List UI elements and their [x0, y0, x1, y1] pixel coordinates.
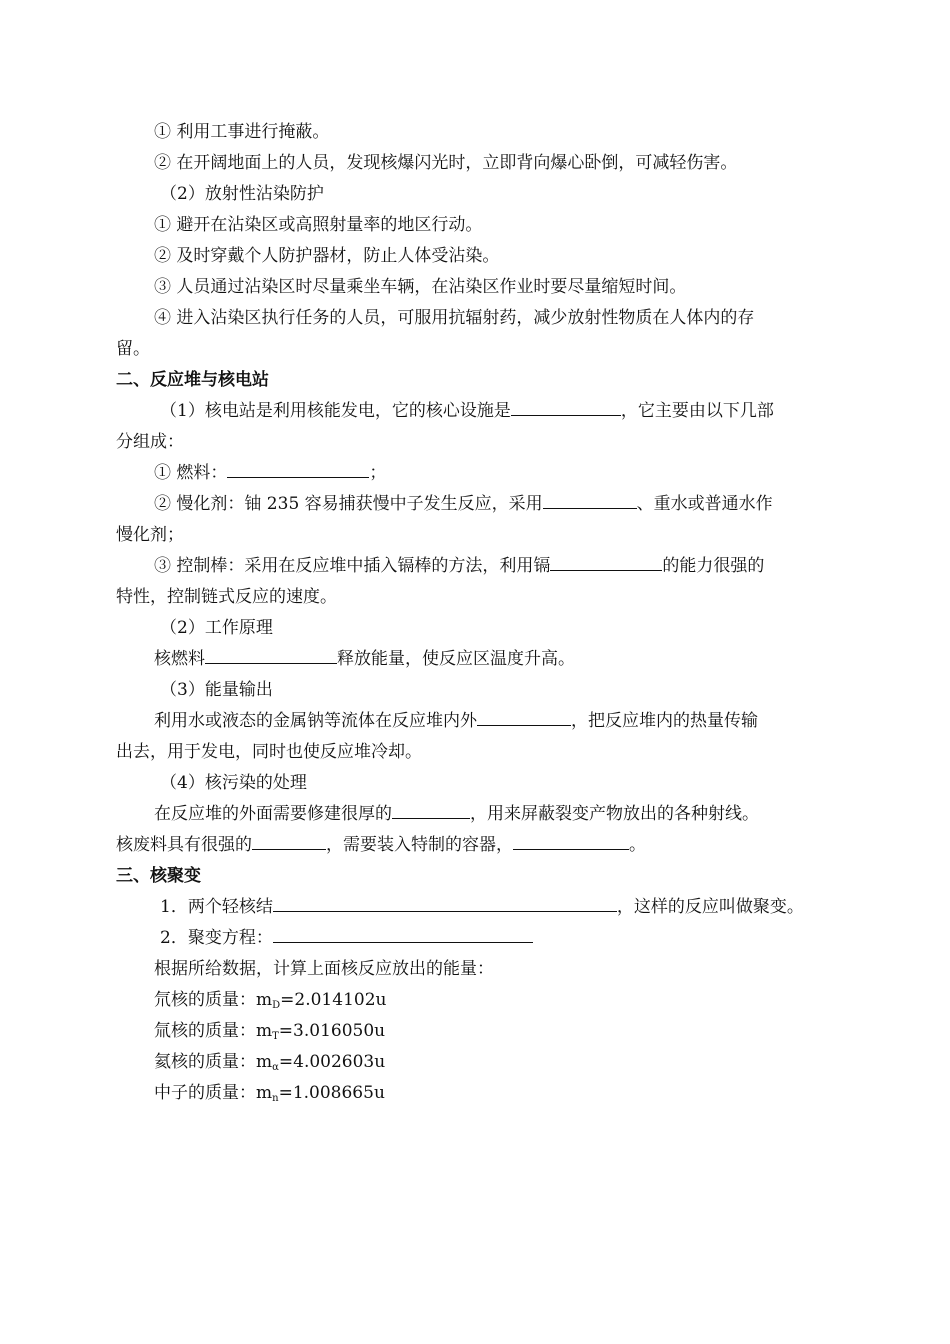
line-text: ，这样的反应叫做聚变。 — [616, 897, 804, 917]
text-line — [154, 803, 759, 825]
answer-blank[interactable] — [513, 834, 629, 850]
line-text: ② 在开阔地面上的人员，发现核爆闪光时，立即背向爆心卧倒，可减轻伤害。 — [154, 153, 738, 173]
text-line — [116, 586, 337, 608]
text-line — [160, 896, 804, 918]
line-text: （3）能量输出 — [160, 680, 273, 700]
line-text: ； — [369, 463, 387, 483]
text-line — [116, 741, 422, 763]
line-text: 氚核的质量：m — [154, 1021, 273, 1041]
line-text: 在反应堆的外面需要修建很厚的 — [154, 804, 392, 824]
subscript: n — [272, 1093, 279, 1104]
subscript: T — [272, 1031, 279, 1042]
text-line — [116, 338, 150, 360]
subsection-heading — [160, 617, 273, 639]
line-text: （4）核污染的处理 — [160, 773, 307, 793]
line-text: ，用来屏蔽裂变产物放出的各种射线。 — [470, 804, 759, 824]
line-text: 慢化剂； — [116, 525, 184, 545]
line-text: ② 及时穿戴个人防护器材，防止人体受沾染。 — [154, 246, 500, 266]
text-line — [154, 462, 386, 484]
mass-line — [154, 1020, 385, 1048]
answer-blank[interactable] — [205, 648, 337, 664]
subsection-heading — [160, 772, 307, 794]
mass-line — [154, 1051, 385, 1079]
line-text: ① 避开在沾染区或高照射量率的地区行动。 — [154, 215, 483, 235]
line-text: 2．聚变方程： — [160, 928, 273, 948]
line-text: 留。 — [116, 339, 150, 359]
answer-blank[interactable] — [543, 493, 637, 509]
text-line — [154, 958, 494, 980]
text-line — [160, 927, 533, 949]
line-text: =2.014102u — [280, 990, 387, 1010]
answer-blank[interactable] — [511, 400, 621, 416]
answer-blank[interactable] — [273, 896, 617, 912]
text-line — [154, 307, 754, 329]
text-line — [154, 555, 764, 577]
line-text: 根据所给数据，计算上面核反应放出的能量： — [154, 959, 494, 979]
text-line — [154, 152, 737, 174]
line-text: 的能力很强的 — [662, 556, 765, 576]
line-text: ④ 进入沾染区执行任务的人员，可服用抗辐射药，减少放射性物质在人体内的存 — [154, 308, 755, 328]
line-text: 分组成： — [116, 432, 184, 452]
text-line — [154, 648, 575, 670]
text-line — [154, 493, 773, 515]
line-text: 三、核聚变 — [116, 866, 201, 886]
line-text: ③ 控制棒：采用在反应堆中插入镉棒的方法，利用镉 — [154, 556, 551, 576]
text-line — [116, 834, 646, 856]
section-heading-2 — [116, 369, 269, 391]
answer-blank[interactable] — [550, 555, 662, 571]
subsection-heading — [160, 679, 273, 701]
line-text: ① 利用工事进行掩蔽。 — [154, 122, 330, 142]
text-line — [154, 276, 686, 298]
subscript: D — [272, 1000, 281, 1011]
line-text: =1.008665u — [278, 1083, 385, 1103]
line-text: =3.016050u — [278, 1021, 386, 1041]
line-text: ，需要装入特制的容器， — [326, 835, 513, 855]
subscript: α — [272, 1062, 279, 1073]
line-text: 核废料具有很强的 — [116, 835, 252, 855]
mass-line — [154, 989, 386, 1017]
answer-blank[interactable] — [252, 834, 326, 850]
line-text: =4.002603u — [278, 1052, 386, 1072]
line-text: ② 慢化剂：铀 235 容易捕获慢中子发生反应，采用 — [154, 494, 543, 514]
text-line — [116, 431, 184, 453]
line-text: ① 燃料： — [154, 463, 228, 483]
line-text: 1．两个轻核结 — [160, 897, 273, 917]
line-text: 氘核的质量：m — [154, 990, 273, 1010]
text-line — [154, 121, 329, 143]
line-text: ，它主要由以下几部 — [620, 401, 774, 421]
text-line — [116, 524, 184, 546]
line-text: 氦核的质量：m — [154, 1052, 273, 1072]
mass-line — [154, 1082, 385, 1110]
line-text: 核燃料 — [154, 649, 205, 669]
text-line — [154, 214, 482, 236]
section-heading-3 — [116, 865, 201, 887]
line-text: 利用水或液态的金属钠等流体在反应堆内外 — [154, 711, 477, 731]
line-text: ，把反应堆内的热量传输 — [571, 711, 758, 731]
subsection-heading — [160, 183, 324, 205]
line-text: 出去，用于发电，同时也使反应堆冷却。 — [116, 742, 422, 762]
line-text: 中子的质量：m — [154, 1083, 273, 1103]
line-text: 、重水或普通水作 — [636, 494, 773, 514]
answer-blank[interactable] — [392, 803, 470, 819]
line-text: （2）放射性沾染防护 — [160, 184, 324, 204]
answer-blank[interactable] — [273, 927, 533, 943]
line-text: 释放能量，使反应区温度升高。 — [337, 649, 575, 669]
line-text: 二、反应堆与核电站 — [116, 370, 269, 390]
answer-blank[interactable] — [227, 462, 369, 478]
line-text: ③ 人员通过沾染区时尽量乘坐车辆，在沾染区作业时要尽量缩短时间。 — [154, 277, 687, 297]
answer-blank[interactable] — [477, 710, 571, 726]
line-text: （1）核电站是利用核能发电，它的核心设施是 — [160, 401, 511, 421]
line-text: 。 — [629, 835, 646, 855]
line-text: 特性，控制链式反应的速度。 — [116, 587, 337, 607]
text-line — [160, 400, 774, 422]
text-line — [154, 710, 758, 732]
text-line — [154, 245, 499, 267]
line-text: （2）工作原理 — [160, 618, 273, 638]
